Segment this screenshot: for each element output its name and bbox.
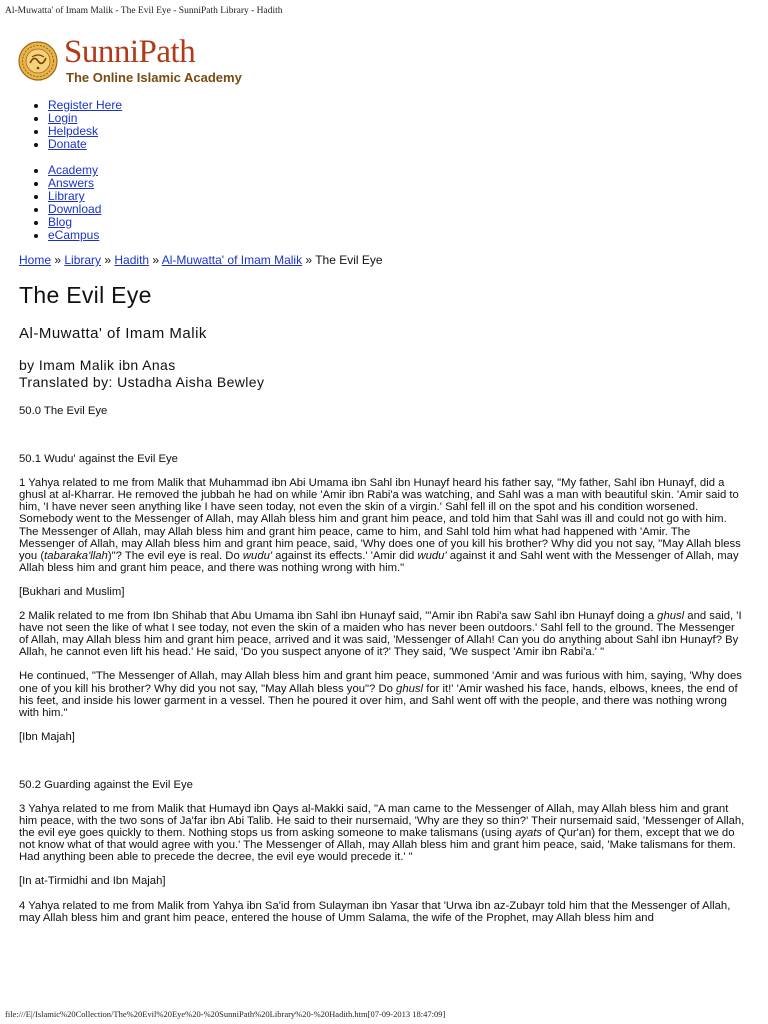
hadith-term: wudu' xyxy=(417,549,447,562)
sunnipath-logo[interactable] xyxy=(18,34,258,88)
hadith-text-segment: )"? The evil eye is real. Do xyxy=(107,549,243,562)
sections-menu xyxy=(28,164,101,242)
login-link[interactable]: Login xyxy=(48,111,78,125)
hadith-text xyxy=(19,610,747,658)
chapter-heading: 50.0 The Evil Eye xyxy=(19,405,108,417)
hadith-text-segment: 1 Yahya related to me from Malik that Muhammad ibn Abi Umama ibn Sahl ibn Hunayf heard his father say, "My father, Sahl ibn Hunayf, did a ghusl at al-Kharrar. He removed the jubbah he had on while 'Amir ibn Rabi'a was watching, and Sahl was a man with beautiful skin. 'Amir said to him, 'I have never seen anything like I have seen today, not even the skin of a virgin.' Sahl fell ill on the spot and his condition worsened. Somebody went to the Messenger of Allah, may Allah bless him and grant him peace, and told him that Sahl was ill and could not go with him. The Messenger of Allah, may Allah bless him and grant him peace, came to him, and Sahl told him what had happened with 'Amir. The Messenger of Allah, may Allah bless him and grant him peace, said, 'Why does one of you kill his brother? Why did you not say, "May Allah bless you ( xyxy=(19,477,741,562)
hadith-term: ghusl xyxy=(396,682,424,695)
hadith-term: tabaraka'llah xyxy=(44,549,108,562)
hadith-text-segment: of Qur'an) for them, except that we do not know what of that would agree with you.' The Messenger of Allah, may Allah bless him and grant him peace, said, 'Make talismans for them. Had anything been able to precede the decree, the evil eye would precede it.' " xyxy=(19,827,736,864)
author-line: by Imam Malik ibn Anas xyxy=(19,357,176,373)
logo-wordmark: SunniPath xyxy=(64,34,196,70)
donate-link[interactable]: Donate xyxy=(48,137,87,151)
hadith-text xyxy=(19,803,747,863)
hadith-text xyxy=(19,477,747,574)
breadcrumb-separator: » xyxy=(101,253,115,267)
blog-link[interactable]: Blog xyxy=(48,215,73,229)
hadith-source: [Bukhari and Muslim] xyxy=(19,585,125,598)
breadcrumb-separator: » xyxy=(302,253,316,267)
translator-line: Translated by: Ustadha Aisha Bewley xyxy=(19,374,265,390)
hadith-text-segment: and said, 'I have not seen the like of what I see today, not even the skin of a maiden who has never been outdoors.' Sahl fell to the ground. The Messenger of Allah, may Allah bless him and grant him peace, arrived and it was said, 'Messenger of Allah! Can you do anything about Sahl ibn Hunayf? By Allah, he cannot even lift his head.' He said, 'Do you suspect anyone of it?' They said, 'We suspect 'Amir ibn Rabi'a.' " xyxy=(19,610,742,659)
hadith-text-segment: 3 Yahya related to me from Malik that Humayd ibn Qays al-Makki said, "A man came to the Messenger of Allah, may Allah bless him and grant him peace, with the two sons of Ja'far ibn Abi Talib. He said to their nursemaid, 'Why are they so thin?' Their nursemaid said, 'Messenger of Allah, the evil eye goes quickly to them. Nothing stops us from asking someone to make talismans (using xyxy=(19,802,745,840)
hadith-source: [In at-Tirmidhi and Ibn Majah] xyxy=(19,875,166,888)
hadith-text: 4 Yahya related to me from Malik from Yahya ibn Sa'id from Sulayman ibn Yasar that 'Urwa ibn az-Zubayr told him that the Messenger of Allah, may Allah bless him and grant him peace, entered the house of Umm Salama, the wife of the Prophet, may Allah bless him and xyxy=(19,899,731,924)
menu-item-donate xyxy=(48,138,122,151)
book-title: Al-Muwatta' of Imam Malik xyxy=(19,325,207,342)
logo-tagline: The Online Islamic Academy xyxy=(66,70,242,85)
sunnipath-emblem-icon xyxy=(18,41,58,81)
hadith-text-segment: against its effects.' 'Amir did xyxy=(272,549,418,562)
breadcrumb-separator: » xyxy=(149,253,162,267)
ecampus-link[interactable]: eCampus xyxy=(48,228,100,242)
hadith-text xyxy=(19,670,747,718)
register-link[interactable]: Register Here xyxy=(48,98,123,112)
helpdesk-link[interactable]: Helpdesk xyxy=(48,124,99,138)
download-link[interactable]: Download xyxy=(48,202,102,216)
menu-item-ecampus xyxy=(48,229,101,242)
print-page-footer: file:///E|/Islamic%20Collection/The%20Evil%20Eye%20-%20SunniPath%20Library%20-%20Hadith.htm[07-09-2013 18:47:09] xyxy=(5,1009,446,1019)
hadith-term: ghusl xyxy=(657,610,685,623)
hadith-text-segment: against it and Sahl went with the Messenger of Allah, may Allah bless him and grant him peace, and there was nothing wrong with him." xyxy=(19,549,739,574)
breadcrumb-current: The Evil Eye xyxy=(315,253,383,267)
hadith-text-segment: 2 Malik related to me from Ibn Shihab that Abu Umama ibn Sahl ibn Hunayf said, "'Amir ibn Rabi'a saw Sahl ibn Hunayf doing a xyxy=(19,610,658,623)
account-menu xyxy=(28,99,122,151)
hadith-text-segment: He continued, "The Messenger of Allah, may Allah bless him and grant him peace, summoned 'Amir and was furious with him, saying, 'Why does one of you kill his brother? Why did you not say, "May Allah bless you"? Do xyxy=(19,670,742,695)
hadith-text-segment: for it!' 'Amir washed his face, hands, elbows, knees, the end of his feet, and inside his lower garment in a vessel. Then he poured it over him, and Sahl went off with the people, and there was nothing wrong with him." xyxy=(19,682,738,719)
hadith-term: wudu' xyxy=(242,549,273,562)
section-heading: 50.2 Guarding against the Evil Eye xyxy=(19,778,193,791)
breadcrumb-book[interactable]: Al-Muwatta' of Imam Malik xyxy=(161,253,303,267)
author-block xyxy=(19,357,264,391)
library-link[interactable]: Library xyxy=(48,189,85,203)
page-title: The Evil Eye xyxy=(19,282,152,308)
academy-link[interactable]: Academy xyxy=(48,163,99,177)
section-heading: 50.1 Wudu' against the Evil Eye xyxy=(19,453,178,466)
print-page-header: Al-Muwatta' of Imam Malik - The Evil Eye - SunniPath Library - Hadith xyxy=(5,6,283,16)
breadcrumb-library[interactable]: Library xyxy=(64,253,102,267)
hadith-content xyxy=(19,405,747,924)
answers-link[interactable]: Answers xyxy=(48,176,95,190)
breadcrumb-home[interactable]: Home xyxy=(19,253,52,267)
hadith-term: ayats xyxy=(515,827,543,840)
breadcrumb xyxy=(19,253,383,267)
hadith-source: [Ibn Majah] xyxy=(19,730,75,743)
breadcrumb-hadith[interactable]: Hadith xyxy=(114,253,150,267)
breadcrumb-separator: » xyxy=(51,253,65,267)
